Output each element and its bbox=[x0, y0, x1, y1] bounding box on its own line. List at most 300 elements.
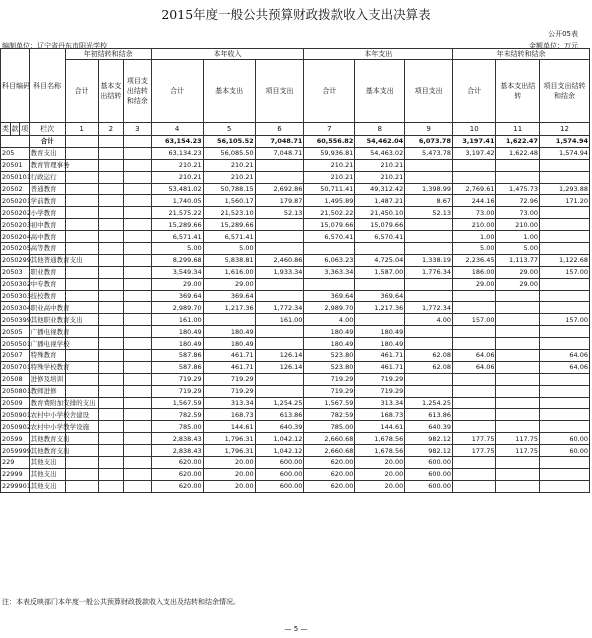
cell: 719.29 bbox=[203, 373, 255, 385]
cell: 63,154.23 bbox=[151, 136, 203, 148]
header-group-begin: 年初结转和结余 bbox=[65, 49, 151, 60]
table-row bbox=[1, 397, 590, 409]
row-code: 2050501 bbox=[2, 339, 31, 348]
row-name: 广播电视教育 bbox=[30, 327, 70, 336]
table-row bbox=[1, 468, 590, 480]
cell: 21,502.22 bbox=[304, 207, 355, 219]
cell bbox=[203, 314, 255, 326]
cell bbox=[98, 385, 123, 397]
cell: 3,549.34 bbox=[151, 266, 203, 278]
cell bbox=[65, 433, 98, 445]
cell bbox=[98, 254, 123, 266]
cell bbox=[539, 207, 589, 219]
org-label: 编制单位：辽宁省丹东市阳光学校 bbox=[2, 42, 107, 50]
cell: 2,838.43 bbox=[151, 433, 203, 445]
row-name: 进修及培训 bbox=[29, 373, 65, 385]
cell bbox=[255, 231, 304, 243]
cell: 15,079.66 bbox=[355, 219, 405, 231]
row-name: 高等教育 bbox=[29, 243, 65, 255]
table-row bbox=[1, 183, 590, 195]
table-row bbox=[1, 266, 590, 278]
cell: 171.20 bbox=[539, 195, 589, 207]
cell: 126.14 bbox=[255, 350, 304, 362]
cell bbox=[496, 171, 540, 183]
row-code: 2050303 bbox=[2, 292, 31, 301]
cell: 1,254.25 bbox=[255, 397, 304, 409]
cell bbox=[124, 278, 152, 290]
header-xiang: 项 bbox=[20, 123, 30, 136]
cell bbox=[405, 290, 453, 302]
cell bbox=[98, 468, 123, 480]
cell: 62.08 bbox=[405, 350, 453, 362]
cell bbox=[405, 171, 453, 183]
header-col-project: 项目支出 bbox=[255, 60, 304, 123]
cell bbox=[98, 373, 123, 385]
col-number: 2 bbox=[98, 123, 123, 136]
cell bbox=[65, 231, 98, 243]
row-code: 2050304 bbox=[2, 303, 31, 312]
cell bbox=[539, 480, 589, 492]
cell bbox=[539, 290, 589, 302]
cell: 2,660.68 bbox=[304, 433, 355, 445]
cell: 64.06 bbox=[452, 361, 496, 373]
cell bbox=[496, 159, 540, 171]
cell: 1,574.94 bbox=[539, 147, 589, 159]
cell: 52.13 bbox=[255, 207, 304, 219]
cell: 20.00 bbox=[203, 468, 255, 480]
cell: 1,574.94 bbox=[539, 136, 589, 148]
cell bbox=[255, 243, 304, 255]
cell bbox=[452, 159, 496, 171]
header-col-project: 项目支出结转和结余 bbox=[539, 60, 589, 123]
cell: 50,711.41 bbox=[304, 183, 355, 195]
row-code: 2050302 bbox=[2, 280, 31, 289]
cell bbox=[65, 373, 98, 385]
cell bbox=[452, 373, 496, 385]
cell: 1,560.17 bbox=[203, 195, 255, 207]
cell bbox=[65, 457, 98, 469]
cell bbox=[124, 385, 152, 397]
row-name: 其他教育支出 bbox=[30, 446, 70, 455]
row-code: 205 bbox=[1, 147, 30, 159]
cell: 177.75 bbox=[452, 433, 496, 445]
cell: 244.16 bbox=[452, 195, 496, 207]
cell bbox=[539, 338, 589, 350]
cell: 1,678.56 bbox=[355, 445, 405, 457]
cell: 613.86 bbox=[255, 409, 304, 421]
row-code: 2050205 bbox=[2, 244, 31, 253]
cell bbox=[124, 373, 152, 385]
total-row-code bbox=[1, 136, 30, 148]
cell: 1,587.00 bbox=[355, 266, 405, 278]
cell: 186.00 bbox=[452, 266, 496, 278]
cell bbox=[452, 338, 496, 350]
cell: 4,725.04 bbox=[355, 254, 405, 266]
cell: 1,616.00 bbox=[203, 266, 255, 278]
cell: 1,772.34 bbox=[405, 302, 453, 314]
row-name: 农村中小学校舍建设 bbox=[30, 410, 90, 419]
cell bbox=[124, 468, 152, 480]
row-code: 20505 bbox=[1, 326, 30, 338]
table-row bbox=[1, 219, 590, 231]
cell bbox=[496, 338, 540, 350]
cell: 180.49 bbox=[151, 338, 203, 350]
cell bbox=[124, 147, 152, 159]
cell bbox=[452, 457, 496, 469]
row-name: 高中教育 bbox=[29, 231, 65, 243]
table-row bbox=[1, 290, 590, 302]
cell: 2,692.86 bbox=[255, 183, 304, 195]
cell: 210.21 bbox=[203, 171, 255, 183]
cell bbox=[124, 445, 152, 457]
table-row bbox=[1, 457, 590, 469]
cell: 640.39 bbox=[255, 421, 304, 433]
cell bbox=[98, 183, 123, 195]
cell bbox=[98, 433, 123, 445]
cell bbox=[65, 350, 98, 362]
cell: 6,571.41 bbox=[203, 231, 255, 243]
cell: 20.00 bbox=[355, 468, 405, 480]
cell: 1,622.47 bbox=[496, 136, 540, 148]
cell: 21,450.10 bbox=[355, 207, 405, 219]
cell bbox=[65, 338, 98, 350]
cell: 461.71 bbox=[355, 361, 405, 373]
cell bbox=[65, 136, 98, 148]
cell: 1,678.56 bbox=[355, 433, 405, 445]
row-code: 2050701 bbox=[2, 363, 31, 372]
cell: 1,933.34 bbox=[255, 266, 304, 278]
cell: 15,079.66 bbox=[304, 219, 355, 231]
cell bbox=[124, 243, 152, 255]
cell: 21,575.22 bbox=[151, 207, 203, 219]
report-title: 2015年度一般公共预算财政拨款收入支出决算表 bbox=[161, 7, 431, 22]
cell: 168.73 bbox=[203, 409, 255, 421]
cell: 719.29 bbox=[151, 385, 203, 397]
cell: 1.00 bbox=[496, 231, 540, 243]
cell: 180.49 bbox=[304, 338, 355, 350]
cell: 15,289.66 bbox=[203, 219, 255, 231]
cell: 369.64 bbox=[304, 290, 355, 302]
cell: 4.00 bbox=[304, 314, 355, 326]
cell bbox=[124, 421, 152, 433]
cell: 369.64 bbox=[355, 290, 405, 302]
cell bbox=[452, 409, 496, 421]
cell: 600.00 bbox=[255, 480, 304, 492]
cell: 5.00 bbox=[452, 243, 496, 255]
cell: 1,487.21 bbox=[355, 195, 405, 207]
cell bbox=[65, 361, 98, 373]
table-row bbox=[1, 147, 590, 159]
cell bbox=[124, 231, 152, 243]
table-row bbox=[1, 480, 590, 492]
cell bbox=[98, 219, 123, 231]
row-code: 2050201 bbox=[2, 196, 31, 205]
cell: 180.49 bbox=[304, 326, 355, 338]
cell bbox=[98, 171, 123, 183]
cell bbox=[255, 159, 304, 171]
row-code: 20502 bbox=[1, 183, 30, 195]
cell: 117.75 bbox=[496, 445, 540, 457]
cell bbox=[496, 397, 540, 409]
cell bbox=[124, 326, 152, 338]
row-name: 特殊学校教育 bbox=[30, 363, 70, 372]
cell: 64.06 bbox=[539, 350, 589, 362]
cell bbox=[65, 171, 98, 183]
cell: 1,217.36 bbox=[203, 302, 255, 314]
cell bbox=[98, 361, 123, 373]
cell bbox=[98, 159, 123, 171]
cell: 72.96 bbox=[496, 195, 540, 207]
row-code: 2050902 bbox=[2, 422, 31, 431]
cell bbox=[124, 457, 152, 469]
row-name: 普通教育 bbox=[29, 183, 65, 195]
cell bbox=[124, 409, 152, 421]
cell bbox=[496, 373, 540, 385]
cell bbox=[98, 266, 123, 278]
row-code: 2050202 bbox=[2, 208, 31, 217]
row-code: 2050299 bbox=[2, 256, 31, 265]
cell bbox=[65, 278, 98, 290]
cell: 782.59 bbox=[304, 409, 355, 421]
cell: 620.00 bbox=[151, 480, 203, 492]
row-code: 22999 bbox=[1, 468, 30, 480]
cell: 29.00 bbox=[151, 278, 203, 290]
cell: 157.00 bbox=[539, 266, 589, 278]
row-name: 特殊教育 bbox=[29, 350, 65, 362]
row-code: 20507 bbox=[1, 350, 30, 362]
cell: 15,289.66 bbox=[151, 219, 203, 231]
cell: 1,254.25 bbox=[405, 397, 453, 409]
cell: 8,299.68 bbox=[151, 254, 203, 266]
table-row bbox=[1, 326, 590, 338]
col-number: 1 bbox=[65, 123, 98, 136]
cell: 620.00 bbox=[304, 480, 355, 492]
cell: 4.00 bbox=[405, 314, 453, 326]
cell bbox=[124, 302, 152, 314]
cell: 6,063.23 bbox=[304, 254, 355, 266]
form-number: 公开05表 bbox=[548, 30, 578, 38]
cell: 620.00 bbox=[151, 468, 203, 480]
cell bbox=[65, 195, 98, 207]
cell: 20.00 bbox=[203, 457, 255, 469]
cell: 180.49 bbox=[203, 338, 255, 350]
cell bbox=[124, 266, 152, 278]
cell bbox=[539, 385, 589, 397]
cell: 210.21 bbox=[355, 159, 405, 171]
cell bbox=[255, 373, 304, 385]
cell bbox=[539, 468, 589, 480]
row-name: 广播电视学校 bbox=[30, 339, 70, 348]
cell: 6,073.78 bbox=[405, 136, 453, 148]
cell bbox=[65, 207, 98, 219]
header-col-basic: 基本支出结转 bbox=[98, 60, 123, 123]
cell: 1,772.34 bbox=[255, 302, 304, 314]
cell: 210.00 bbox=[496, 219, 540, 231]
col-number: 4 bbox=[151, 123, 203, 136]
cell bbox=[124, 433, 152, 445]
cell: 210.21 bbox=[151, 159, 203, 171]
header-col-basic: 基本支出结转 bbox=[496, 60, 540, 123]
row-name: 其他教育支出 bbox=[30, 434, 70, 443]
row-name: 中专教育 bbox=[29, 278, 65, 290]
row-name: 小学教育 bbox=[29, 207, 65, 219]
cell bbox=[539, 373, 589, 385]
cell: 2,460.86 bbox=[255, 254, 304, 266]
cell: 587.86 bbox=[151, 350, 203, 362]
cell bbox=[124, 219, 152, 231]
cell bbox=[124, 136, 152, 148]
table-row bbox=[1, 171, 590, 183]
header-group-expense: 本年支出 bbox=[304, 49, 453, 60]
cell bbox=[65, 266, 98, 278]
cell: 126.14 bbox=[255, 361, 304, 373]
cell bbox=[496, 385, 540, 397]
cell bbox=[539, 457, 589, 469]
cell bbox=[98, 302, 123, 314]
cell: 60,556.82 bbox=[304, 136, 355, 148]
cell bbox=[65, 159, 98, 171]
cell bbox=[124, 338, 152, 350]
cell bbox=[124, 195, 152, 207]
cell bbox=[98, 445, 123, 457]
row-name: 技校教育 bbox=[29, 290, 65, 302]
cell: 1,740.05 bbox=[151, 195, 203, 207]
table-row bbox=[1, 421, 590, 433]
cell bbox=[255, 290, 304, 302]
cell: 1,796.31 bbox=[203, 433, 255, 445]
cell bbox=[355, 243, 405, 255]
cell: 2,989.70 bbox=[304, 302, 355, 314]
cell: 1,217.36 bbox=[355, 302, 405, 314]
row-name: 教育管理事务 bbox=[30, 161, 70, 170]
cell: 20.00 bbox=[355, 480, 405, 492]
cell bbox=[539, 219, 589, 231]
table-row bbox=[1, 207, 590, 219]
table-row bbox=[1, 433, 590, 445]
cell bbox=[65, 326, 98, 338]
cell bbox=[98, 480, 123, 492]
cell: 640.39 bbox=[405, 421, 453, 433]
header-kuan: 款 bbox=[10, 123, 20, 136]
row-name: 教育支出 bbox=[29, 147, 65, 159]
cell: 62.08 bbox=[405, 361, 453, 373]
cell: 313.34 bbox=[355, 397, 405, 409]
cell bbox=[496, 361, 540, 373]
table-row bbox=[1, 445, 590, 457]
cell: 6,570.41 bbox=[355, 231, 405, 243]
header-col-total: 合计 bbox=[151, 60, 203, 123]
header-lei: 类 bbox=[1, 123, 11, 136]
cell: 50,788.15 bbox=[203, 183, 255, 195]
cell: 144.61 bbox=[355, 421, 405, 433]
cell bbox=[124, 171, 152, 183]
total-row-label: 合计 bbox=[29, 136, 65, 148]
cell bbox=[539, 159, 589, 171]
cell: 144.61 bbox=[203, 421, 255, 433]
cell: 1.00 bbox=[452, 231, 496, 243]
cell: 719.29 bbox=[355, 373, 405, 385]
cell bbox=[124, 361, 152, 373]
cell bbox=[124, 290, 152, 302]
cell bbox=[496, 350, 540, 362]
cell bbox=[405, 326, 453, 338]
cell: 369.64 bbox=[203, 290, 255, 302]
col-number: 11 bbox=[496, 123, 540, 136]
cell bbox=[405, 278, 453, 290]
table-row bbox=[1, 254, 590, 266]
cell bbox=[496, 314, 540, 326]
cell: 29.00 bbox=[452, 278, 496, 290]
cell: 73.00 bbox=[452, 207, 496, 219]
cell: 8.67 bbox=[405, 195, 453, 207]
row-name: 教师进修 bbox=[29, 385, 65, 397]
cell: 54,463.02 bbox=[355, 147, 405, 159]
cell: 5.00 bbox=[496, 243, 540, 255]
cell bbox=[98, 136, 123, 148]
total-row bbox=[1, 136, 590, 148]
header-group-end: 年末结转和结余 bbox=[452, 49, 589, 60]
cell: 180.49 bbox=[203, 326, 255, 338]
row-name: 职业教育 bbox=[29, 266, 65, 278]
cell bbox=[98, 147, 123, 159]
header-code: 科目编码 bbox=[1, 49, 30, 123]
cell bbox=[98, 314, 123, 326]
cell bbox=[65, 385, 98, 397]
cell bbox=[65, 290, 98, 302]
cell: 782.59 bbox=[151, 409, 203, 421]
row-name: 农村中小学教学设施 bbox=[30, 422, 90, 431]
table-row bbox=[1, 409, 590, 421]
cell bbox=[65, 302, 98, 314]
cell bbox=[124, 159, 152, 171]
col-number: 6 bbox=[255, 123, 304, 136]
cell: 157.00 bbox=[539, 314, 589, 326]
cell bbox=[255, 171, 304, 183]
col-number: 12 bbox=[539, 123, 589, 136]
cell bbox=[452, 326, 496, 338]
cell: 210.21 bbox=[151, 171, 203, 183]
cell: 600.00 bbox=[405, 457, 453, 469]
table-row bbox=[1, 278, 590, 290]
cell bbox=[452, 397, 496, 409]
cell bbox=[355, 314, 405, 326]
cell: 1,122.68 bbox=[539, 254, 589, 266]
cell: 3,197.41 bbox=[452, 136, 496, 148]
table-row bbox=[1, 302, 590, 314]
cell: 600.00 bbox=[255, 468, 304, 480]
cell: 29.00 bbox=[203, 278, 255, 290]
header-col-project: 项目支出结转和结余 bbox=[124, 60, 152, 123]
cell bbox=[98, 207, 123, 219]
row-code: 229 bbox=[1, 457, 30, 469]
cell bbox=[539, 302, 589, 314]
cell: 719.29 bbox=[151, 373, 203, 385]
table-row bbox=[1, 338, 590, 350]
cell bbox=[124, 314, 152, 326]
cell: 5,473.78 bbox=[405, 147, 453, 159]
cell: 210.21 bbox=[203, 159, 255, 171]
cell: 587.86 bbox=[151, 361, 203, 373]
row-code: 20508 bbox=[1, 373, 30, 385]
row-name: 职业高中教育 bbox=[30, 303, 70, 312]
cell: 210.21 bbox=[304, 159, 355, 171]
cell bbox=[304, 243, 355, 255]
row-name: 其他支出 bbox=[29, 480, 65, 492]
cell bbox=[98, 290, 123, 302]
cell: 313.34 bbox=[203, 397, 255, 409]
header-lanci: 栏次 bbox=[29, 123, 65, 136]
cell: 49,312.42 bbox=[355, 183, 405, 195]
